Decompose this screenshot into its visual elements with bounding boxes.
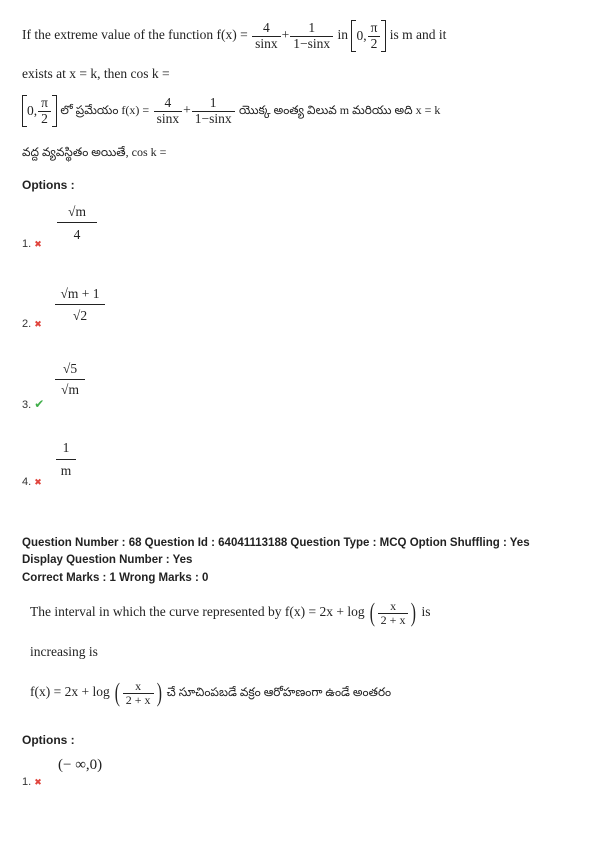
q68-text-b: is (421, 604, 431, 620)
fraction-denominator: 2 (368, 36, 381, 51)
wrong-mark-icon: ✖ (34, 319, 42, 329)
q68-log-argument: ( $\frac{x}{2 + x}$ ) (114, 678, 162, 708)
q67-option-3-number (22, 397, 44, 411)
q67-telugu-line2: వద్ద వ్యవస్థితం అయితే, cos k = (22, 145, 167, 159)
q68-option-1[interactable]: (− ∞,0) (58, 757, 103, 773)
fraction-numerator: x (135, 679, 142, 693)
fraction-denominator: 2 (38, 111, 51, 126)
wrong-mark-icon: ✖ (34, 777, 42, 787)
option-number: 1. (22, 238, 32, 250)
q67-fraction-4-over-sinx (154, 96, 183, 125)
q68-option-1-number (22, 776, 42, 788)
option-numerator: √m + 1 (55, 286, 105, 305)
option-denominator: √m (61, 382, 79, 397)
q67-fraction-1-over-1-minus-sinx (290, 21, 333, 50)
pi-over-2 (38, 96, 51, 125)
option-numerator: √m (57, 204, 97, 223)
interval-start: 0, (356, 28, 367, 43)
q67-english-line1 (22, 20, 446, 52)
q67-telugu-line1 (22, 95, 440, 127)
option-number: 3. (22, 399, 32, 411)
q67-option-2[interactable] (55, 286, 105, 324)
q67-option-1[interactable] (57, 204, 97, 243)
q68-text-a: The interval in which the curve represented by f(x) = 2x + log (30, 604, 365, 620)
fraction-numerator: π (370, 20, 378, 36)
q67-telugu-text-a: లో ప్రమేయం f(x) = (60, 103, 150, 118)
q68-meta-line1: Question Number : 68 Question Id : 64041113188 Question Type : MCQ Option Shuffling : Yes (22, 537, 530, 549)
q67-option-1-number (22, 238, 42, 250)
wrong-mark-icon: ✖ (34, 477, 42, 487)
q67-fraction-1-over-1-minus-sinx (192, 96, 235, 125)
fraction-denominator: sinx (154, 111, 183, 126)
q67-text-a: If the extreme value of the function f(x) = (22, 27, 248, 43)
option-numerator: 1 (56, 440, 76, 460)
interval-start: 0, (27, 103, 38, 118)
fraction-numerator: 1 (209, 95, 217, 111)
option-number: 4. (22, 476, 32, 488)
q67-options-label: Options : (22, 178, 75, 192)
q67-option-2-number (22, 318, 42, 330)
q67-option-4-number (22, 476, 42, 488)
q67-option-3[interactable] (55, 361, 85, 398)
fraction-denominator: 2 + x (378, 613, 409, 627)
option-number: 2. (22, 318, 32, 330)
fraction-denominator: sinx (252, 36, 281, 51)
q68-meta-line3: Correct Marks : 1 Wrong Marks : 0 (22, 572, 209, 584)
q67-in-word: in (337, 27, 349, 43)
correct-check-icon: ✔ (34, 397, 45, 411)
option-denominator: √2 (72, 308, 88, 323)
q67-telugu-text-b: యొక్క అంత్య విలువ m మరియు అది x = k (238, 103, 441, 118)
fraction-numerator: π (41, 95, 48, 111)
option-denominator: 4 (73, 227, 81, 242)
fraction-denominator: 1−sinx (192, 111, 235, 126)
q67-option-4[interactable] (56, 440, 76, 479)
q68-telugu-line1 (30, 680, 391, 706)
fraction-denominator: 1−sinx (290, 36, 333, 51)
q67-english-line2: exists at x = k, then cos k = (22, 66, 170, 81)
x-over-2-plus-x (378, 600, 409, 626)
fraction-numerator: 4 (263, 20, 270, 36)
q67-interval (351, 20, 386, 52)
fraction-numerator: x (390, 599, 397, 613)
option-number: 1. (22, 776, 32, 788)
wrong-mark-icon: ✖ (34, 239, 42, 249)
q68-english-line2: increasing is (30, 644, 98, 659)
q67-fraction-4-over-sinx (252, 21, 281, 50)
q68-telugu-text-b: చే సూచింపబడే వక్రం ఆరోహణంగా ఉండే అంతరం (166, 685, 392, 700)
q68-english-line1 (30, 600, 431, 626)
fraction-numerator: 4 (164, 95, 172, 111)
q68-options-label: Options : (22, 733, 75, 747)
pi-over-2 (368, 21, 381, 50)
fraction-denominator: 2 + x (123, 693, 154, 707)
q68-meta-line2: Display Question Number : Yes (22, 554, 193, 566)
x-over-2-plus-x (123, 680, 154, 706)
q67-interval-te (22, 95, 57, 127)
q68-telugu-text-a: f(x) = 2x + log (30, 684, 110, 700)
plus-sign: + (281, 27, 290, 43)
fraction-numerator: 1 (308, 20, 316, 36)
plus-sign: + (183, 102, 191, 118)
q68-log-argument: ( $\frac{x}{2 + x}$ ) (369, 598, 417, 628)
option-numerator: √5 (55, 361, 85, 380)
option-denominator: m (60, 463, 72, 478)
q67-text-b: is m and it (389, 27, 447, 43)
